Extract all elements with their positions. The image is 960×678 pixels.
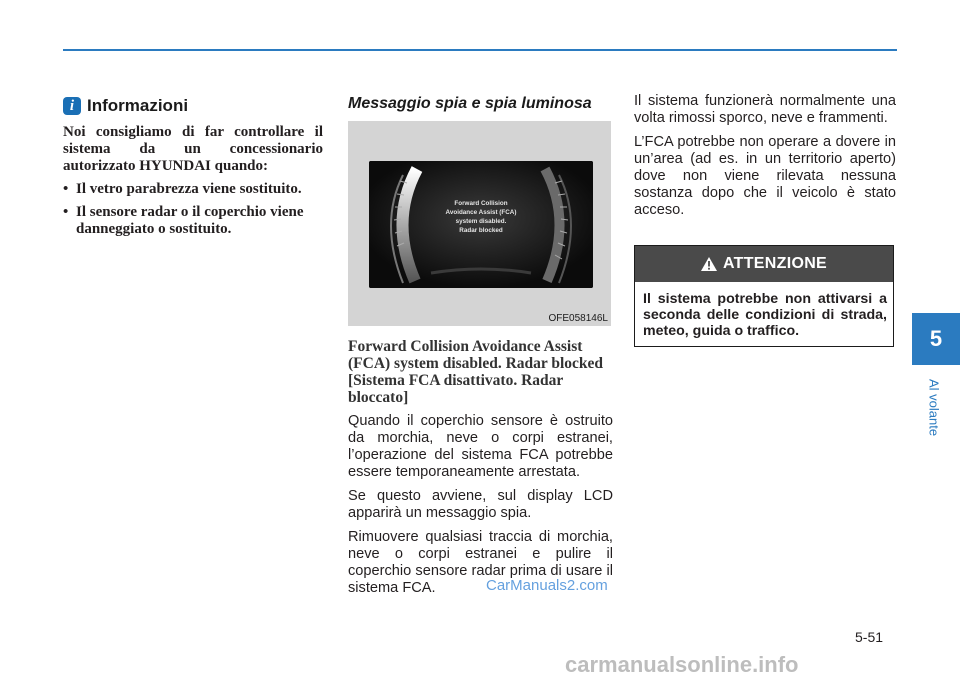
- info-section: [63, 124, 323, 244]
- chapter-label: Al volante: [926, 378, 942, 437]
- section-heading: Messaggio spia e spia luminosa: [348, 95, 592, 112]
- paragraph: Rimuovere qualsiasi traccia di morchia, neve o corpi estranei e pulire il coperchio sensore radar prima di usare il sistema FCA.: [348, 529, 613, 596]
- warning-triangle-icon: [701, 257, 717, 271]
- info-list: [63, 181, 323, 238]
- warning-text: Il sistema potrebbe non attivarsi a seconda delle condizioni di strada, meteo, guida o traffico.: [643, 291, 887, 339]
- list-item: • Il vetro parabrezza viene sostituito.: [63, 181, 323, 198]
- lcd-line: system disabled.: [455, 218, 507, 225]
- lcd-message: [429, 199, 533, 235]
- message-title: Forward Collision Avoidance Assist (FCA) system disabled. Radar blocked [Sistema FCA disattivato. Radar bloccato]: [348, 338, 604, 406]
- watermark: CarManuals2.com: [486, 577, 608, 594]
- paragraph: Il sistema funzionerà normalmente una volta rimossi sporco, neve e frammenti.: [634, 93, 896, 126]
- info-header: [63, 96, 188, 116]
- info-icon: i: [63, 97, 81, 115]
- paragraph: Se questo avviene, sul display LCD apparirà un messaggio spia.: [348, 488, 613, 521]
- chapter-tab: 5: [912, 313, 960, 365]
- right-body: [634, 93, 896, 226]
- figure-code: OFE058146L: [548, 313, 608, 324]
- list-item: • Il sensore radar o il coperchio viene danneggiato o sostituito.: [63, 204, 323, 238]
- middle-body: [348, 413, 613, 604]
- warning-header: [635, 246, 893, 282]
- info-intro: Noi consigliamo di far controllare il sistema da un concessionario autorizzato HYUNDAI quando:: [63, 124, 323, 174]
- dashboard-figure: [348, 121, 611, 326]
- paragraph: Quando il coperchio sensore è ostruito da morchia, neve o corpi estranei, l’operazione del sistema FCA potrebbe essere temporaneamente arrestata.: [348, 413, 613, 480]
- warning-box: [634, 245, 894, 347]
- lcd-display: [369, 161, 593, 288]
- lcd-line: Radar blocked: [459, 227, 503, 234]
- info-title: Informazioni: [87, 96, 189, 115]
- paragraph: L’FCA potrebbe non operare a dovere in un’area (ad es. in un territorio aperto) dove non viene rilevata nessuna sostanza dopo che il veicolo è stato acceso.: [634, 134, 896, 218]
- lcd-line: Forward Collision: [454, 200, 508, 207]
- top-rule: [63, 49, 897, 51]
- lcd-line: Avoidance Assist (FCA): [445, 209, 517, 216]
- page-number: 5-51: [855, 629, 884, 645]
- warning-title: ATTENZIONE: [722, 255, 828, 272]
- footer-watermark: carmanualsonline.info: [565, 652, 799, 677]
